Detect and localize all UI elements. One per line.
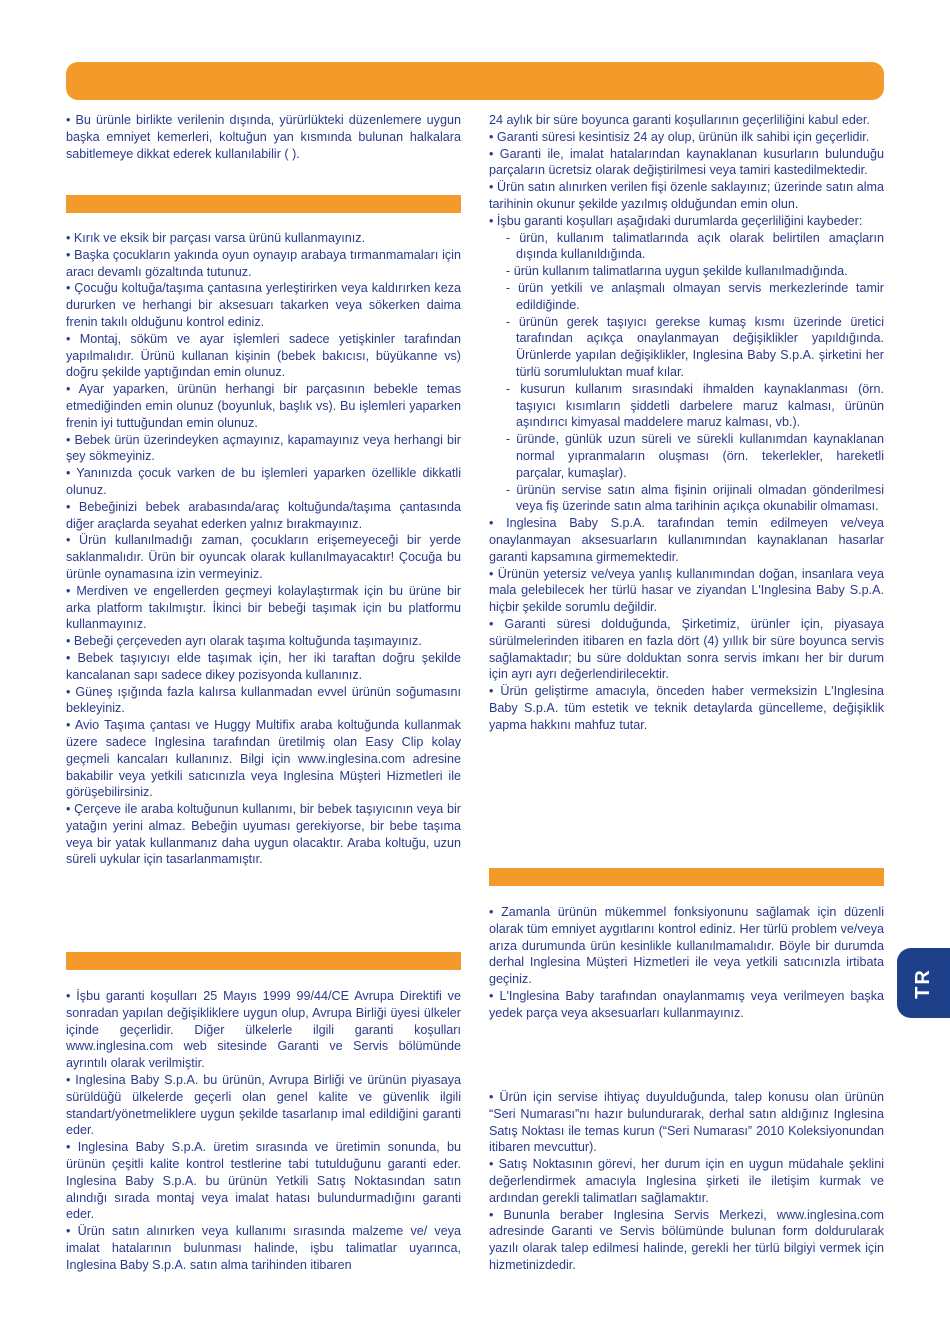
col2-warranty <box>489 112 884 733</box>
language-tab-label: TR <box>911 967 934 999</box>
list-item: • Bebeği çerçeveden ayrı olarak taşıma koltuğunda taşımayınız. <box>66 634 422 649</box>
paragraph: • Bu ürünle birlikte verilenin dışında, yürürlükteki düzenlemere uygun başka emniyet kemerleri, koltuğun yan kısmında bulunan halkalara sabitlemeye dikkat ederek kullanılabilir ( ). <box>66 113 461 161</box>
list-item: • Ürün kullanılmadığı zaman, çocukların erişemeyeceği bir yerde saklanmalıdır. Ürün bir oyuncak olarak kullanılmayacaktır! Çocuğa bu ürünle oynamasına izin vermeyiniz. <box>66 533 461 581</box>
col1-intro <box>66 112 461 162</box>
list-item: • Ürün satın alınırken verilen fişi özenle saklayınız; üzerinde satın alma tarihinin okunur şekilde yazılmış olduğundan emin olun. <box>489 180 884 211</box>
sub-list-item: - kusurun kullanım sırasındaki ihmalden kaynaklanması (örn. taşıyıcı kısımların şiddetli darbelere maruz kalması, ürünün aşındırıcı kimyasal maddelere maruz kalması, vb.). <box>506 381 884 430</box>
sub-list-item: - ürün kullanım talimatlarına uygun şekilde kullanılmadığında. <box>506 264 848 279</box>
list-item: • Inglesina Baby S.p.A. tarafından temin edilmeyen ve/veya onaylanmayan aksesuarların kullanımından kaynaklanan hasarlar garanti kapsamına girmemektedir. <box>489 516 884 564</box>
list-item: • Yanınızda çocuk varken de bu işlemleri yaparken özellikle dikkatli olunuz. <box>66 466 461 497</box>
col2-service <box>489 1089 884 1274</box>
list-item: • Çocuğu koltuğa/taşıma çantasına yerleştirirken veya kaldırırken keza dururken ve herhangi bir aksesuarı takarken veya sökerken daima frenin takılı olduğunu kontrol ediniz. <box>66 281 461 329</box>
sub-list-item: - ürün yetkili ve anlaşmalı olmayan servis merkezlerinde tamir edildiğinde. <box>506 280 884 312</box>
list-item: • Güneş ışığında fazla kalırsa kullanmadan evvel ürünün soğumasını bekleyiniz. <box>66 684 461 716</box>
language-tab <box>897 948 950 1018</box>
list-item: • İşbu garanti koşulları aşağıdaki durumlarda geçerliliğini kaybeder: <box>489 213 863 228</box>
list-item: 24 aylık bir süre boyunca garanti koşullarının geçerliliğini kabul eder. <box>489 113 870 127</box>
list-item: • Bununla beraber Inglesina Servis Merkezi, www.inglesina.com adresinde Garanti ve Servis bölümünde bulunan form doldurularak yazılı olarak talep edilmesi halinde, gerekli her türlü bilgiyi vermek için hizmetinizdedir. <box>489 1207 884 1272</box>
list-item: • Satış Noktasının görevi, her durum için en uygun müdahale şeklini değerlendirmek amacıyla Inglesina şirketi ile iletişim kurmak ve ardından gerekli talimatları sağlamaktır. <box>489 1157 884 1205</box>
list-item: • İşbu garanti koşulları 25 Mayıs 1999 99/44/CE Avrupa Direktifi ve sonradan yapılan değişikliklere uygun olup, Avrupa Birliği üyesi ülkeler içinde geçerlidir. Diğer ülkelerle ilgili garanti koşulları www.inglesina.com web sitesinde Garanti ve Servis bölümünde ayrıntılı olarak verilmiştir. <box>66 989 461 1071</box>
section-bar-maintenance <box>489 868 884 886</box>
list-item: • Garanti süresi dolduğunda, Şirketimiz, ürünler için, piyasaya sürülmelerinden itibaren en fazla dört (4) yıllık bir süre boyunca servis sağlamaktadır; bu süre dolduktan sonra servis imkanı her bir durum için ayrı ayrı değerlendirilecektir. <box>489 616 884 682</box>
list-item: • Inglesina Baby S.p.A. üretim sırasında ve üretimin sonunda, bu ürünün çeşitli kalite kontrol testlerine tabi tutulduğunu garanti eder. Inglesina Baby S.p.A. bu ürünün Yetkili Satış Noktasından satın alındığı sırada montaj veya imalat hatası bulundurmadığını garanti eder. <box>66 1140 461 1222</box>
sub-list-item: - ürün, kullanım talimatlarında açık olarak belirtilen amaçların dışında kullanıldığında. <box>506 230 884 262</box>
list-item: • L'Inglesina Baby tarafından onaylanmamış veya verilmeyen başka yedek parça veya aksesuarları kullanmayınız. <box>489 988 884 1020</box>
list-item: • Kırık ve eksik bir parçası varsa ürünü kullanmayınız. <box>66 231 366 245</box>
list-item: • Garanti ile, imalat hatalarından kaynaklanan kusurların bulunduğu parçaların ücretsiz olarak değiştirilmesi veya tamiri kastedilmektedir. <box>489 146 884 178</box>
col2-maintenance <box>489 904 884 1022</box>
list-item: • Zamanla ürünün mükemmel fonksiyonunu sağlamak için düzenli olarak tüm emniyet aygıtlarını kontrol ediniz. Her türlü problem ve/veya arıza durumunda ürün kesinlikle kullanılmamalıdır. Böyle bir durumda derhal Inglesina Müşteri Hizmetleri ile veya yetkili satıcınızla irtibata geçiniz. <box>489 905 884 987</box>
section-bar-warnings <box>66 195 461 213</box>
list-item: • Merdiven ve engellerden geçmeyi kolaylaştırmak için bu ürüne bir arka platform takılmıştır. İkinci bir bebeği taşımak için bu platformu kullanmayınız. <box>66 583 461 632</box>
list-item: • Bebek ürün üzerindeyken açmayınız, kapamayınız veya herhangi bir şey sökmeyiniz. <box>66 432 461 464</box>
section-bar-warranty <box>66 952 461 970</box>
list-item: • Ayar yaparken, ürünün herhangi bir parçasının bebekle temas etmediğinden emin olunuz (boyunluk, başlık vs). Bu işlemleri yaparken frenin iyi tuttuğundan emin olunuz. <box>66 382 461 430</box>
list-item: • Bebeğinizi bebek arabasında/araç koltuğunda/taşıma çantasında diğer araçlarda seyahat ederken yalnız bırakmayınız. <box>66 499 461 531</box>
list-item: • Çerçeve ile araba koltuğunun kullanımı, bir bebek taşıyıcının veya bir yatağın yerini almaz. Bebeğin uyuması gerekiyorse, bir bebe taşıma veya bir yatak kullanmanız daha uygun olacaktır. Araba koltuğu, uzun süreli uykular için tasarlanmamıştır. <box>66 802 461 867</box>
list-item: • Ürün için servise ihtiyaç duyulduğunda, talep konusu olan ürünün “Seri Numarası”nı hazır bulundurarak, derhal satın aldığınız Inglesina Satış Noktası ile temas kurun (“Seri Numarası” 2010 Koleksiyonundan itibaren mevcuttur). <box>489 1090 884 1155</box>
list-item: • Ürünün yetersiz ve/veya yanlış kullanımından doğan, insanlara veya mala gelebilecek her türlü hasar ve ziyandan L'Inglesina Baby S.p.A. hiçbir şekilde sorumlu değildir. <box>489 566 884 615</box>
list-item: • Avio Taşıma çantası ve Huggy Multifix araba koltuğunda kullanmak üzere sadece Inglesina tarafından üretilmiş olan Easy Clip kolay geçmeli kancaları kullanınız. Bilgi için www.inglesina.com adresine bakabilir veya yetkili satıcınızla veya Inglesina Müşteri Hizmetleri ile görüşebilirsiniz. <box>66 718 461 800</box>
list-item: • Ürün geliştirme amacıyla, önceden haber vermeksizin L'Inglesina Baby S.p.A. tüm estetik ve teknik detaylarda güncelleme, değişiklik yapma hakkını mahfuz tutar. <box>489 684 884 732</box>
list-item: • Bebek taşıyıcıyı elde taşımak için, her iki taraftan doğru şekilde kancalanan sapı sadece dikey pozisyonda kullanınız. <box>66 650 461 682</box>
col1-warranty <box>66 988 461 1274</box>
sub-list-item: - ürünün gerek taşıyıcı gerekse kumaş kısmı üzerinde üretici tarafından açıkça onaylanmayan değişiklikler yapıldığında. Ürünlerde yapılan değişiklikler, Inglesina Baby S.p.A. şirketini her türlü sorumluluktan muaf kılar. <box>506 314 884 379</box>
list-item: • Garanti süresi kesintisiz 24 ay olup, ürünün ilk sahibi için geçerlidir. <box>489 129 870 144</box>
header-bar <box>66 62 884 100</box>
sub-list-item: - ürünün servise satın alma fişinin orijinali olmadan gönderilmesi veya fiş üzerinde satın alma tarihinin açıkça okunabilir olmaması. <box>506 482 884 514</box>
col1-warnings <box>66 230 461 868</box>
sub-list-item: - üründe, günlük uzun süreli ve sürekli kullanımdan kaynaklanan normal yıpranmaların oluşması (örn. tekerlekler, hareketli parçalar, kumaşlar). <box>506 432 884 480</box>
list-item: • Başka çocukların yakında oyun oynayıp arabaya tırmanmamaları için aracı devamlı gözaltında tutunuz. <box>66 247 461 279</box>
list-item: • Ürün satın alınırken veya kullanımı sırasında malzeme ve/ veya imalat hatalarının bulunması halinde, işbu talimatlar uyarınca, Inglesina Baby S.p.A. satın alma tarihinden itibaren <box>66 1224 461 1272</box>
list-item: • Inglesina Baby S.p.A. bu ürünün, Avrupa Birliği ve ürünün piyasaya sürüldüğü ülkelerde geçerli olan genel kalite ve güvenlik ilgili standart/yönetmeliklere uygun şekilde tasarlanıp imal edildiğini garanti eder. <box>66 1072 461 1138</box>
list-item: • Montaj, söküm ve ayar işlemleri sadece yetişkinler tarafından yapılmalıdır. Ürünü kullanan kişinin (bebek bakıcısı, büyükanne vs) doğru şekilde yaptığından emin olunuz. <box>66 331 461 380</box>
